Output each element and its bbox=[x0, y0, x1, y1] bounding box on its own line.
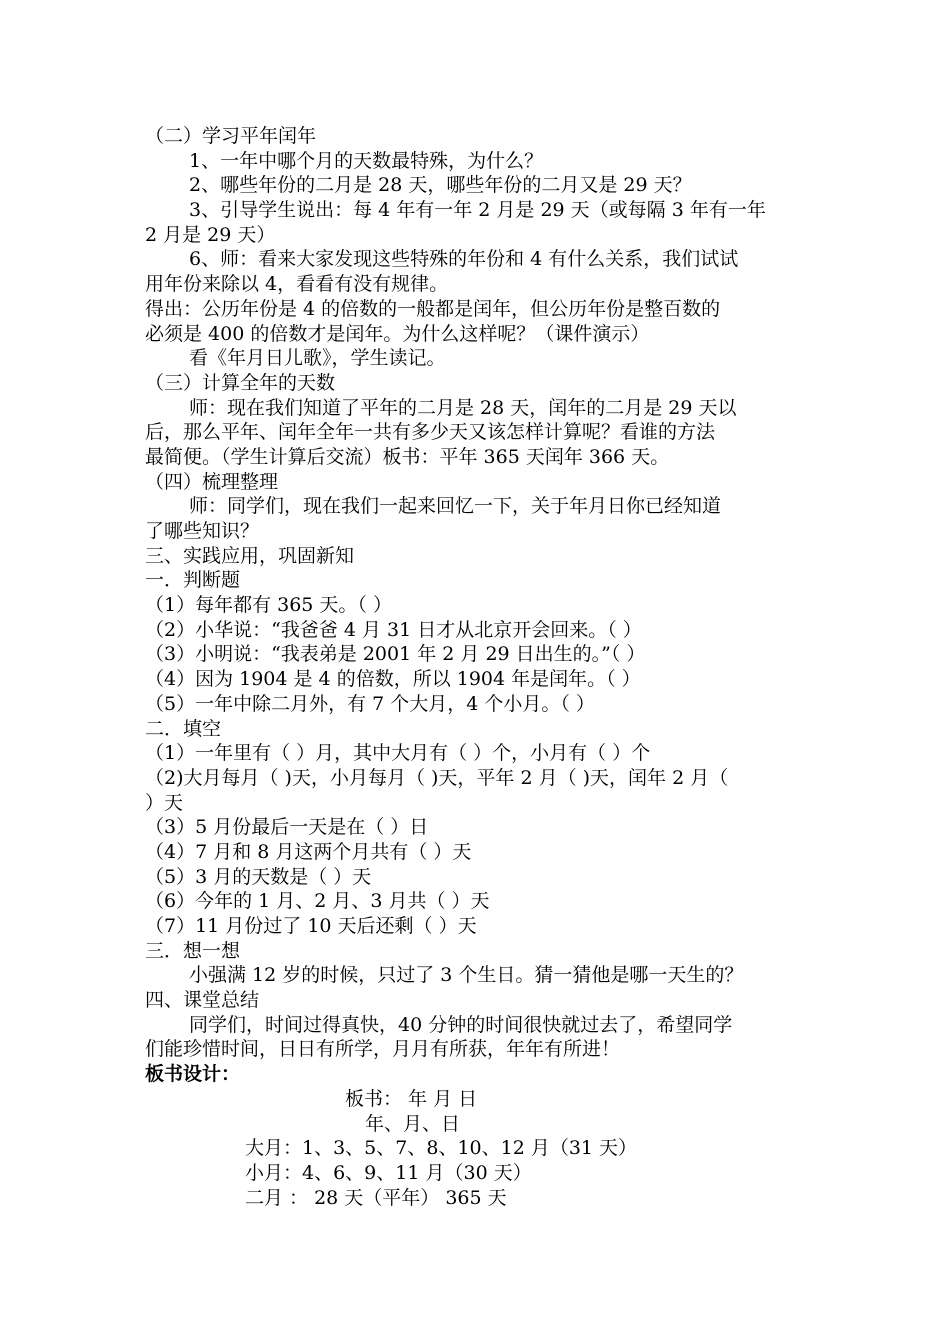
exercise-heading: 二．填空 bbox=[145, 717, 222, 740]
paragraph-line: 们能珍惜时间，日日有所学，月月有所获，年年有所进！ bbox=[145, 1038, 621, 1061]
paragraph-line: 3、引导学生说出：每 4 年有一年 2 月是 29 天（或每隔 3 年有一年 bbox=[189, 199, 766, 222]
paragraph-line: 后，那么平年、闰年全年一共有多少天又该怎样计算呢？看谁的方法 bbox=[145, 421, 716, 444]
exercise-item: ）天 bbox=[145, 791, 184, 814]
exercise-item: （2）小华说：“我爸爸 4 月 31 日才从北京开会回来。（ ） bbox=[145, 618, 642, 641]
exercise-item: （5）一年中除二月外，有 7 个大月，4 个小月。（ ） bbox=[145, 692, 595, 715]
paragraph-line: 最简便。（学生计算后交流）板书：平年 365 天闰年 366 天。 bbox=[145, 445, 670, 468]
paragraph-line: 了哪些知识？ bbox=[145, 520, 260, 542]
section-heading: 四、课堂总结 bbox=[145, 989, 260, 1012]
paragraph-line: 师：现在我们知道了平年的二月是 28 天，闰年的二月是 29 天以 bbox=[189, 396, 737, 419]
exercise-item: （6）今年的 1 月、2 月、3 月共（ ）天 bbox=[145, 890, 490, 913]
section-heading: （四）梳理整理 bbox=[145, 470, 279, 493]
question-line: 1、一年中哪个月的天数最特殊，为什么？ bbox=[189, 149, 544, 172]
exercise-item: （7）11 月份过了 10 天后还剩（ ）天 bbox=[145, 915, 477, 937]
board-line: 二月 ： 28 天（平年） 365 天 bbox=[245, 1186, 507, 1209]
board-subtitle: 年、月、日 bbox=[365, 1112, 461, 1135]
section-heading: 三、实践应用，巩固新知 bbox=[145, 544, 355, 567]
paragraph-line: 6、师：看来大家发现这些特殊的年份和 4 有什么关系，我们试试 bbox=[189, 248, 739, 271]
board-title: 板书： 年 月 日 bbox=[345, 1087, 478, 1110]
exercise-heading: 一．判断题 bbox=[145, 569, 241, 592]
exercise-item: （5）3 月的天数是（ ）天 bbox=[145, 865, 372, 888]
paragraph-line: 看《年月日儿歌》，学生读记。 bbox=[189, 347, 446, 370]
paragraph-line: 必须是 400 的倍数才是闰年。为什么这样呢？（课件演示） bbox=[145, 322, 650, 345]
paragraph-line: 用年份来除以 4，看看有没有规律。 bbox=[145, 273, 449, 296]
exercise-item: （3）小明说：“我表弟是 2001 年 2 月 29 日出生的。”（ ） bbox=[145, 643, 646, 666]
exercise-item: （3）5 月份最后一天是在（ ）日 bbox=[145, 816, 429, 839]
paragraph-line: 小强满 12 岁的时候，只过了 3 个生日。猜一猜他是哪一天生的？ bbox=[189, 964, 744, 987]
exercise-item: （4）因为 1904 是 4 的倍数，所以 1904 年是闰年。（ ） bbox=[145, 668, 641, 691]
section-heading: （二）学习平年闰年 bbox=[145, 125, 317, 147]
paragraph-line: 得出：公历年份是 4 的倍数的一般都是闰年，但公历年份是整百数的 bbox=[145, 297, 721, 320]
section-heading: （三）计算全年的天数 bbox=[145, 371, 336, 394]
exercise-heading: 三．想一想 bbox=[145, 939, 241, 962]
question-line: 2、哪些年份的二月是 28 天，哪些年份的二月又是 29 天？ bbox=[189, 174, 692, 197]
exercise-item: （4）7 月和 8 月这两个月共有（ ）天 bbox=[145, 840, 472, 863]
document-page bbox=[145, 124, 810, 1210]
exercise-item: （1）一年里有（ ）月，其中大月有（ ）个，小月有（ ）个 bbox=[145, 742, 651, 765]
paragraph-line: 2 月是 29 天） bbox=[145, 223, 276, 246]
paragraph-line: 师：同学们，现在我们一起来回忆一下，关于年月日你已经知道 bbox=[189, 495, 722, 518]
board-design-heading: 板书设计： bbox=[145, 1063, 241, 1086]
board-line: 小月：4、6、9、11 月（30 天） bbox=[245, 1161, 532, 1184]
board-line: 大月：1、3、5、7、8、10、12 月（31 天） bbox=[245, 1137, 638, 1160]
paragraph-line: 同学们，时间过得真快，40 分钟的时间很快就过去了，希望同学 bbox=[189, 1013, 733, 1036]
exercise-item: （2)大月每月（ )天，小月每月（ )天，平年 2 月（ )天，闰年 2 月（ bbox=[145, 766, 729, 789]
exercise-item: （1）每年都有 365 天。（ ） bbox=[145, 594, 392, 617]
